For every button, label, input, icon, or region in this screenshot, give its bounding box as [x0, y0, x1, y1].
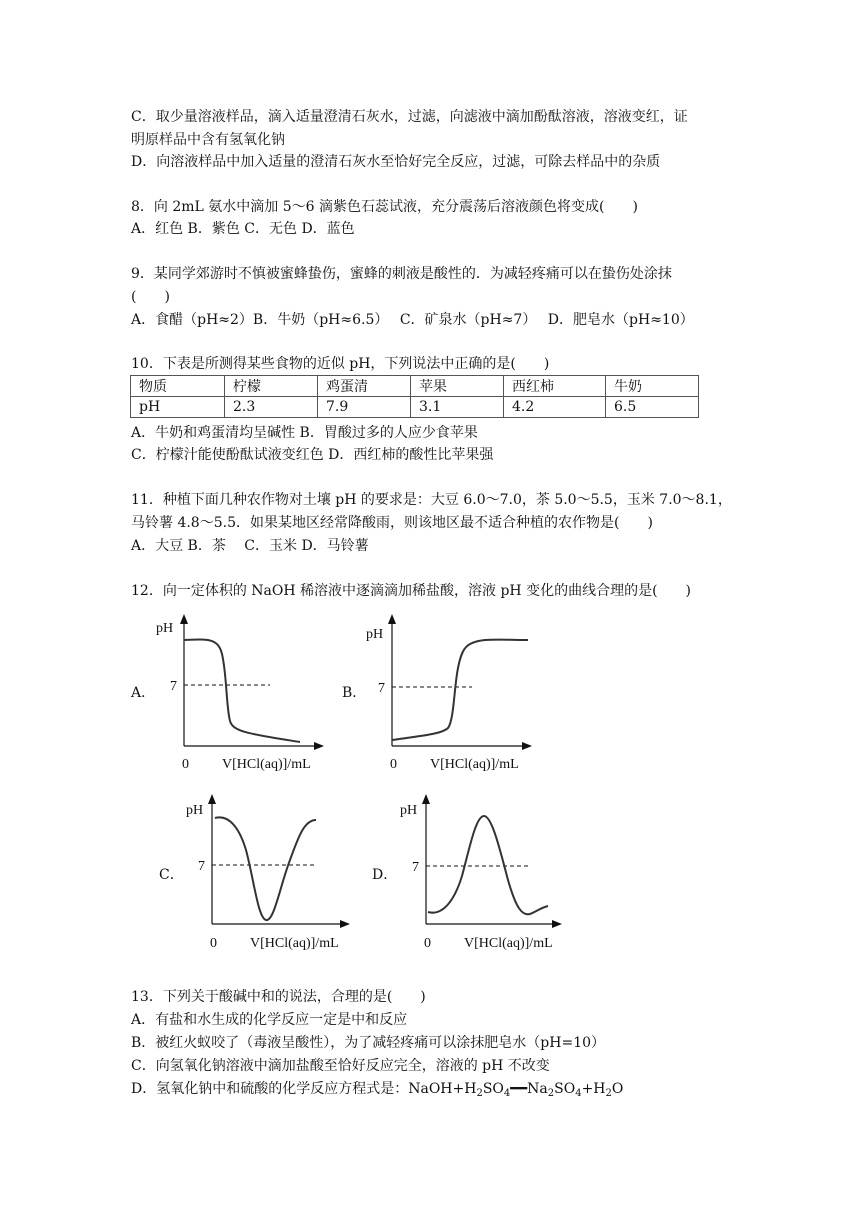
subscript: 4: [503, 1088, 511, 1099]
y-axis-label: pH: [156, 621, 174, 636]
ph-curve: [215, 817, 316, 920]
x-axis-label: V[HCl(aq)]/mL: [464, 936, 553, 951]
q11-options: A．大豆 B．茶 C．玉米 D．马铃薯: [131, 538, 369, 554]
seven-label: 7: [412, 860, 419, 875]
ph-table: [130, 375, 699, 418]
q13-option-b: B．被红火蚁咬了（毒液呈酸性），为了减轻疼痛可以涂抹肥皂水（pH=10）: [131, 1035, 606, 1051]
y-axis-arrow: [180, 614, 188, 624]
formula-part: SO: [554, 1081, 576, 1097]
q8-stem: 8．向 2mL 氨水中滴加 5～6 滴紫色石蕊试液，充分震荡后溶液颜色将变成( ): [131, 199, 638, 215]
table-cell: 3.1: [411, 397, 504, 418]
table-cell: 苹果: [411, 376, 504, 397]
subscript: 2: [476, 1088, 483, 1099]
seven-label: 7: [170, 679, 177, 694]
table-cell: 2.3: [225, 397, 318, 418]
table-cell: 4.2: [504, 397, 606, 418]
table-cell: pH: [131, 397, 225, 418]
q13-option-d-text: D．氢氧化钠中和硫酸的化学反应方程式是：NaOH+H: [131, 1081, 477, 1097]
origin-label: 0: [390, 757, 397, 772]
x-axis-arrow: [552, 920, 562, 928]
table-row: [131, 376, 699, 397]
origin-label: 0: [210, 936, 217, 951]
x-axis-label: V[HCl(aq)]/mL: [250, 936, 339, 951]
q13-option-a: A．有盐和水生成的化学反应一定是中和反应: [131, 1012, 408, 1028]
ph-curve: [392, 640, 528, 740]
graph-c: [180, 790, 360, 955]
x-axis-arrow: [314, 742, 324, 750]
q12-stem: 12．向一定体积的 NaOH 稀溶液中逐滴滴加稀盐酸，溶液 pH 变化的曲线合理的是( ): [131, 583, 691, 599]
y-axis-arrow: [422, 794, 430, 804]
formula-part: SO: [482, 1081, 504, 1097]
graph-label-a: A．: [131, 685, 156, 701]
q13-option-d: [131, 1080, 623, 1098]
y-axis-label: pH: [366, 627, 384, 642]
x-axis-label: V[HCl(aq)]/mL: [430, 757, 519, 772]
formula-part: +H: [581, 1081, 606, 1097]
graph-label-c: C．: [159, 867, 184, 883]
seven-label: 7: [198, 859, 205, 874]
q7-option-d: D．向溶液样品中加入适量的澄清石灰水至恰好完全反应，过滤，可除去样品中的杂质: [131, 154, 661, 170]
origin-label: 0: [424, 936, 431, 951]
x-axis-arrow: [522, 742, 532, 750]
formula-part: ━━Na: [510, 1081, 548, 1097]
subscript: 2: [547, 1088, 555, 1099]
graph-label-b: B．: [342, 685, 367, 701]
ph-curve: [428, 816, 548, 914]
graph-d: [392, 790, 572, 955]
formula-part: O: [611, 1081, 624, 1097]
q11-stem-line1: 11．种植下面几种农作物对土壤 pH 的要求是：大豆 6.0～7.0，茶 5.0～5.5，玉米 7.0～8.1，: [131, 492, 732, 508]
table-cell: 鸡蛋清: [318, 376, 411, 397]
table-cell: 6.5: [606, 397, 699, 418]
table-cell: 西红柿: [504, 376, 606, 397]
seven-label: 7: [378, 681, 385, 696]
subscript: 4: [575, 1088, 582, 1099]
y-axis-label: pH: [400, 803, 418, 818]
q10-stem: 10．下表是所测得某些食物的近似 pH，下列说法中正确的是( ): [131, 356, 550, 372]
table-cell: 7.9: [318, 397, 411, 418]
origin-label: 0: [182, 757, 189, 772]
table-cell: 柠檬: [225, 376, 318, 397]
x-axis-arrow: [340, 920, 350, 928]
x-axis-label: V[HCl(aq)]/mL: [222, 757, 311, 772]
q9-stem-paren: ( ): [131, 289, 170, 305]
graph-a: [150, 610, 330, 780]
q7-option-c-line2: 明原样品中含有氢氧化钠: [131, 132, 285, 148]
table-cell: 牛奶: [606, 376, 699, 397]
q13-option-c: C．向氢氧化钠溶液中滴加盐酸至恰好反应完全，溶液的 pH 不改变: [131, 1058, 550, 1074]
q13-stem: 13．下列关于酸碱中和的说法，合理的是( ): [131, 989, 426, 1005]
y-axis-label: pH: [186, 803, 204, 818]
graph-b: [360, 610, 540, 780]
q9-options: A．食醋（pH≈2）B．牛奶（pH≈6.5） C．矿泉水（pH≈7） D．肥皂水（pH≈10）: [131, 312, 694, 328]
y-axis-arrow: [208, 794, 216, 804]
q10-options-cd: C．柠檬汁能使酚酞试液变红色 D．西红柿的酸性比苹果强: [131, 447, 494, 463]
q10-options-ab: A．牛奶和鸡蛋清均呈碱性 B．胃酸过多的人应少食苹果: [131, 425, 478, 441]
table-cell: 物质: [131, 376, 225, 397]
subscript: 2: [605, 1088, 612, 1099]
ph-curve: [184, 640, 300, 742]
q9-stem: 9．某同学郊游时不慎被蜜蜂蛰伤，蜜蜂的刺液是酸性的．为减轻疼痛可以在蛰伤处涂抹: [131, 266, 672, 282]
q8-options: A．红色 B．紫色 C．无色 D．蓝色: [131, 221, 355, 237]
y-axis-arrow: [388, 614, 396, 624]
q7-option-c-line1: C．取少量溶液样品，滴入适量澄清石灰水，过滤，向滤液中滴加酚酞溶液，溶液变红，证: [131, 109, 688, 125]
q11-stem-line2: 马铃薯 4.8～5.5．如果某地区经常降酸雨，则该地区最不适合种植的农作物是( ): [131, 515, 653, 531]
graph-label-d: D．: [372, 867, 398, 883]
table-row: [131, 397, 699, 418]
